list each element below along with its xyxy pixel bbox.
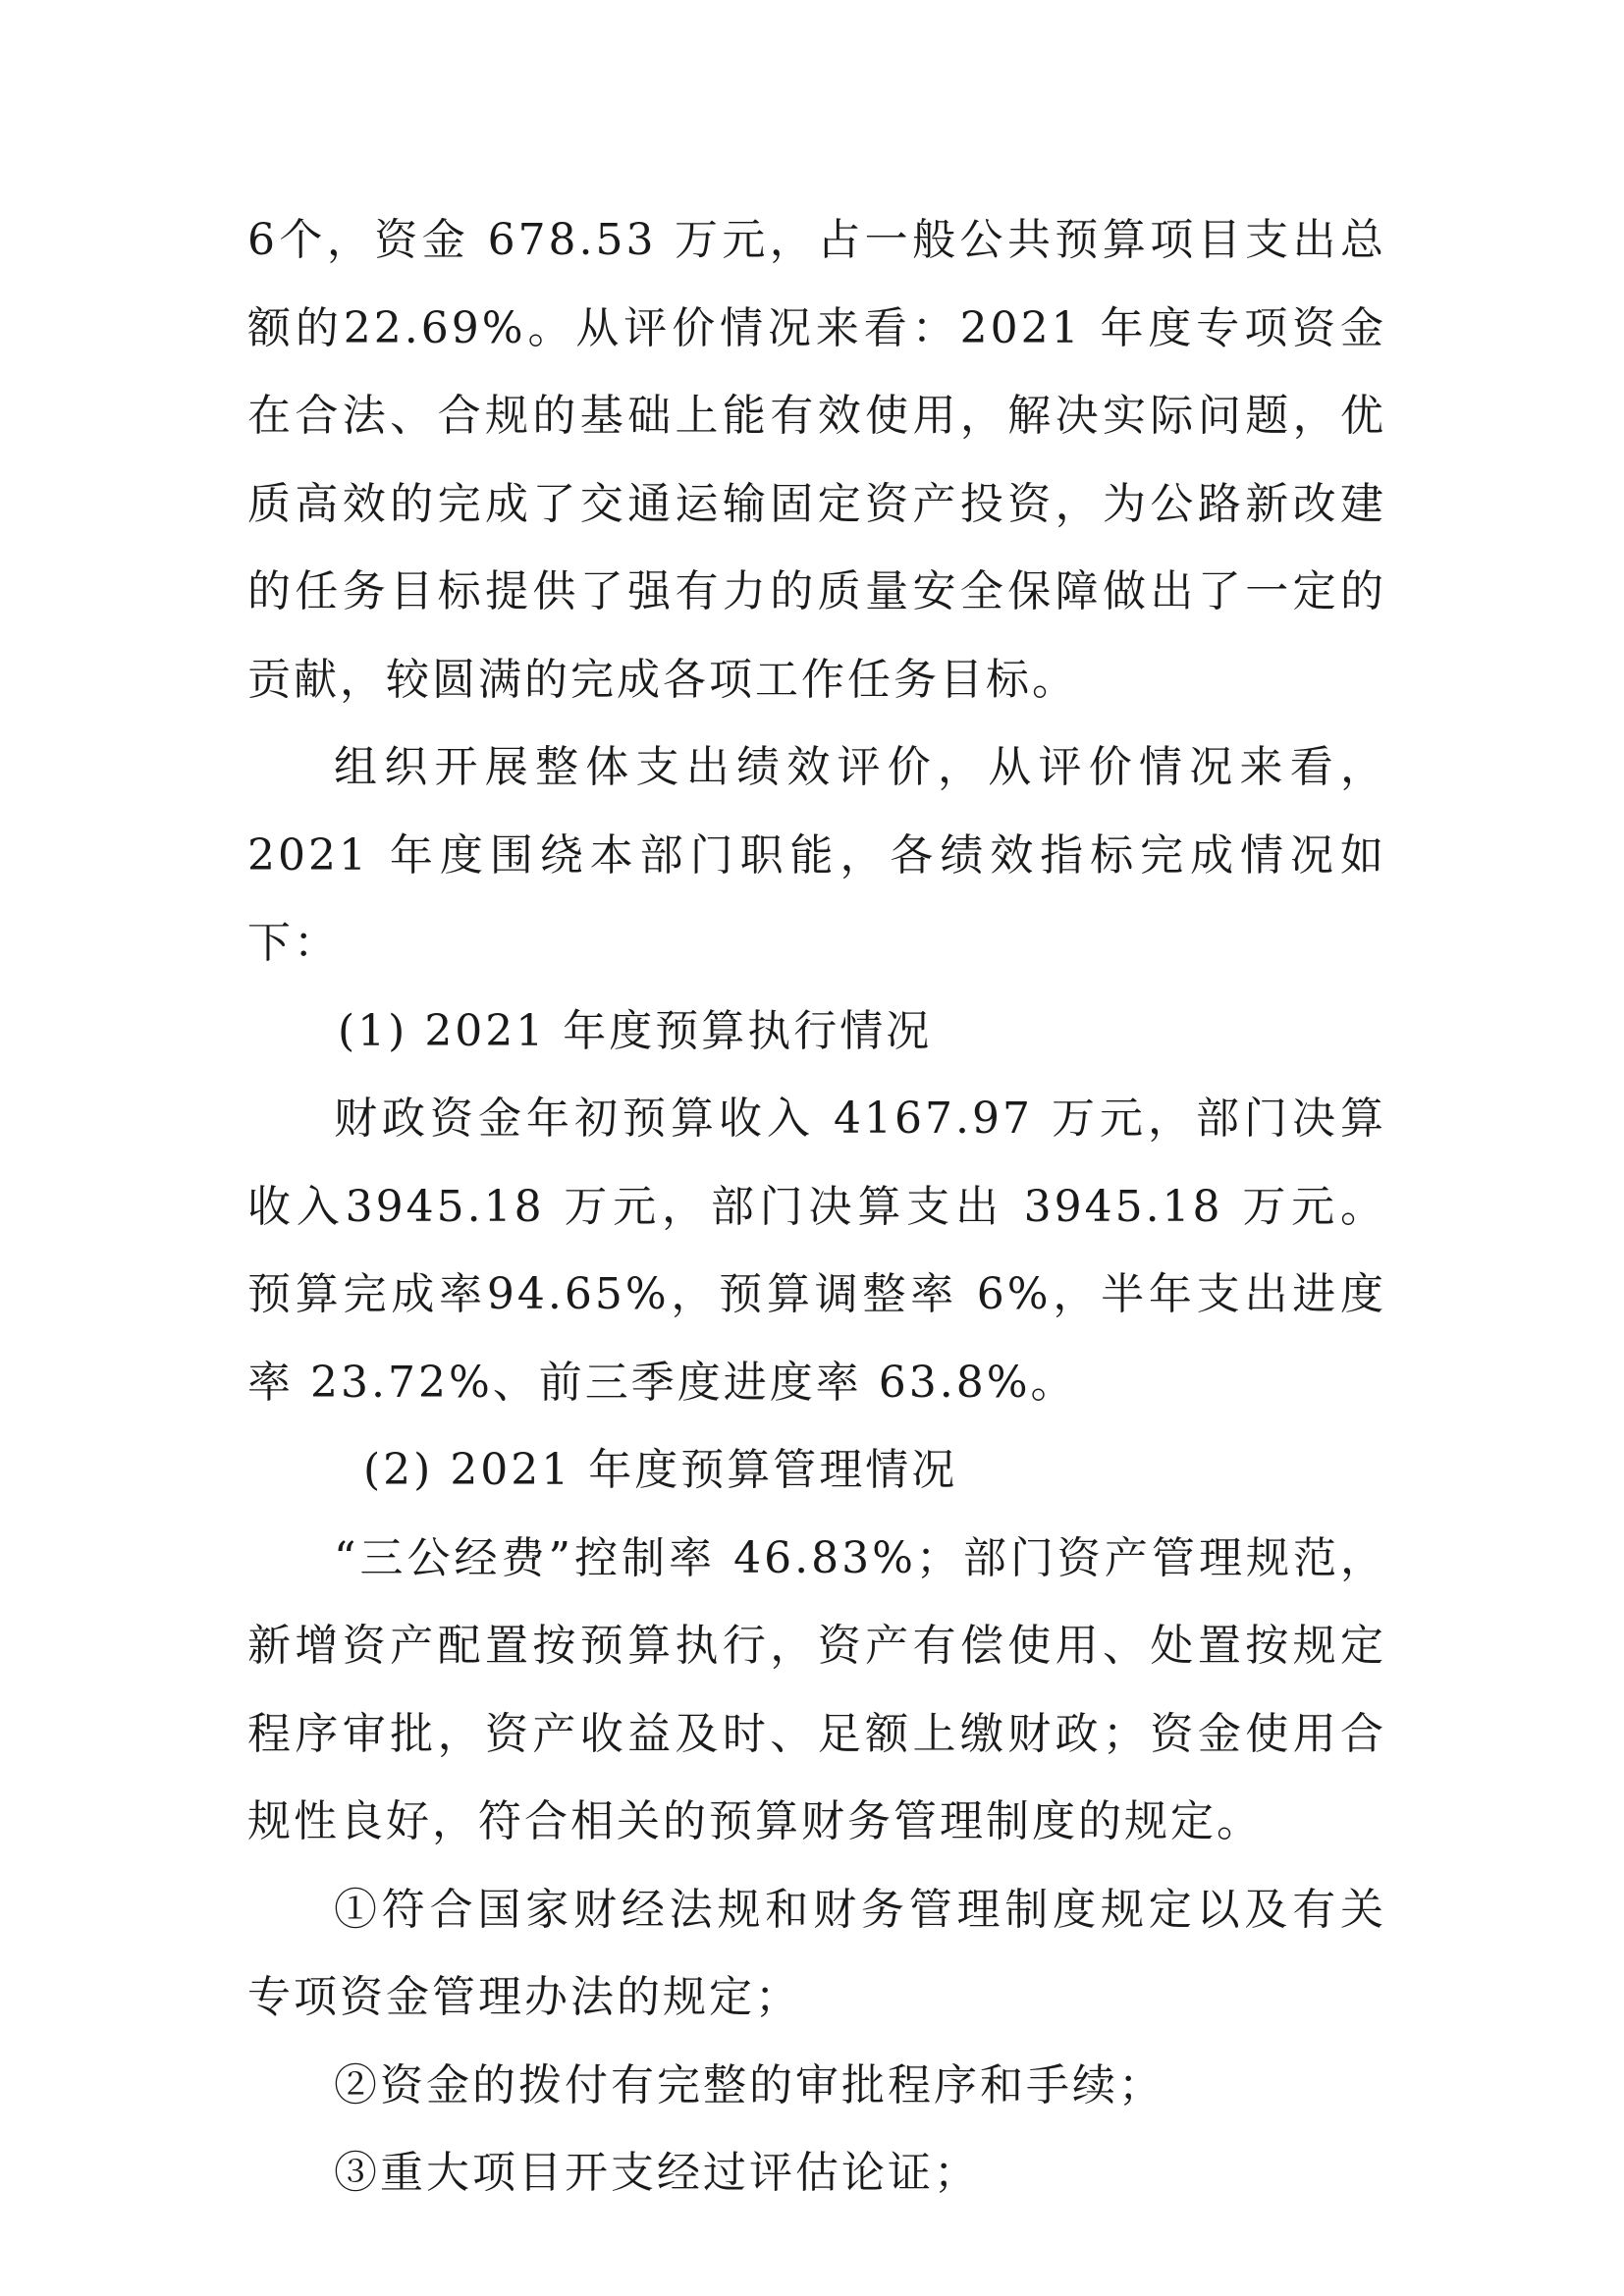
paragraph-budget-management: “三公经费”控制率 46.83%；部门资产管理规范，新增资产配置按预算执行，资产有偿使用、处置按规定程序审批，资产收益及时、足额上缴财政；资金使用合规性良好，符合相关的预算财务管理制度的规定。 — [247, 1532, 1386, 1846]
paragraph-special-funds: 6个，资金 678.53 万元，占一般公共预算项目支出总额的22.69%。从评价情况来看：2021 年度专项资金在合法、合规的基础上能有效使用，解决实际问题，优质高效的完成了交通运输固定资产投资，为公路新改建的任务目标提供了强有力的质量安全保障做出了一定的贡献，较圆满的完成各项工作任务目标。 — [247, 215, 1386, 705]
document-body — [247, 196, 1386, 2217]
list-item-2: ②资金的拨付有完整的审批程序和手续； — [334, 2059, 1164, 2110]
paragraph-overall-evaluation: 组织开展整体支出绩效评价，从评价情况来看，2021 年度围绕本部门职能，各绩效指标完成情况如下： — [247, 742, 1386, 968]
heading-budget-management: (2) 2021 年度预算管理情况 — [363, 1445, 958, 1495]
paragraph-budget-execution: 财政资金年初预算收入 4167.97 万元，部门决算收入3945.18 万元，部门决算支出 3945.18 万元。预算完成率94.65%，预算调整率 6%，半年支出进度率 23.72%、前三季度进度率 63.8%。 — [247, 1094, 1386, 1408]
heading-budget-execution: (1) 2021 年度预算执行情况 — [338, 1005, 933, 1056]
list-item-3: ③重大项目开支经过评估论证； — [334, 2148, 980, 2198]
list-item-1: ①符合国家财经法规和财务管理制度规定以及有关专项资金管理办法的规定； — [247, 1884, 1386, 2022]
